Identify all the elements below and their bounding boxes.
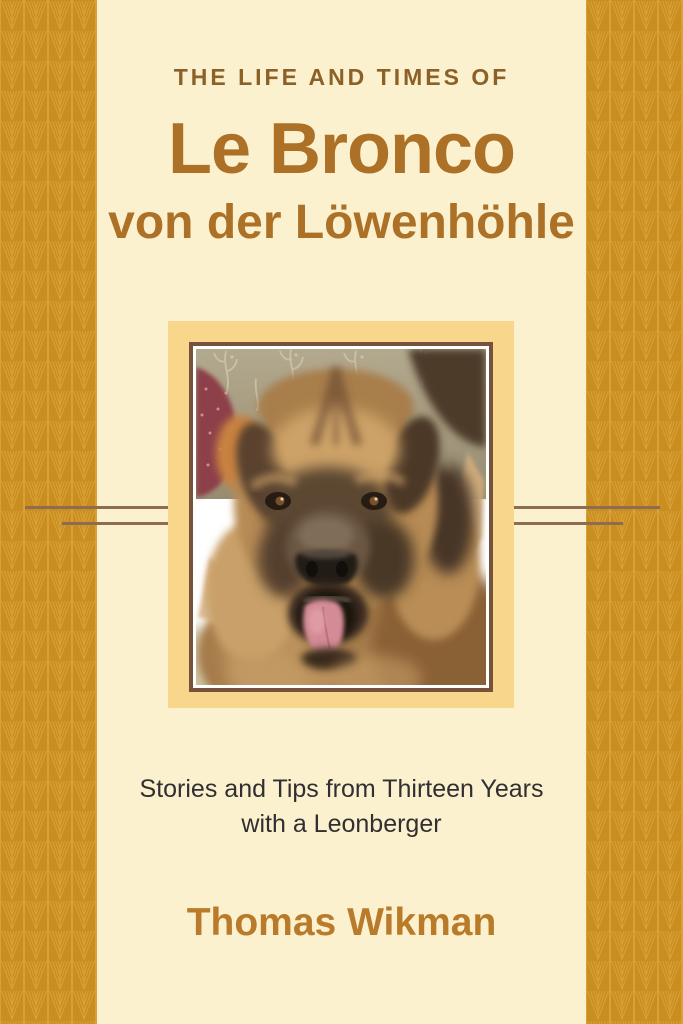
photo-mat bbox=[168, 321, 514, 708]
book-title-line2: von der Löwenhöhle bbox=[108, 196, 575, 249]
photo-frame bbox=[189, 342, 493, 692]
left-border-pattern bbox=[0, 0, 97, 1024]
series-kicker: THE LIFE AND TIMES OF bbox=[173, 64, 510, 90]
book-title: Le Bronco bbox=[167, 109, 516, 189]
subtitle-line2: with a Leonberger bbox=[241, 810, 442, 838]
book-subtitle bbox=[97, 772, 586, 842]
gold-fan-pattern-icon bbox=[586, 0, 683, 1024]
subtitle-line1: Stories and Tips from Thirteen Years bbox=[139, 775, 544, 803]
author-name: Thomas Wikman bbox=[186, 901, 497, 944]
right-border-pattern bbox=[586, 0, 683, 1024]
leonberger-dog-photo bbox=[196, 349, 486, 685]
gold-fan-pattern-icon bbox=[0, 0, 97, 1024]
